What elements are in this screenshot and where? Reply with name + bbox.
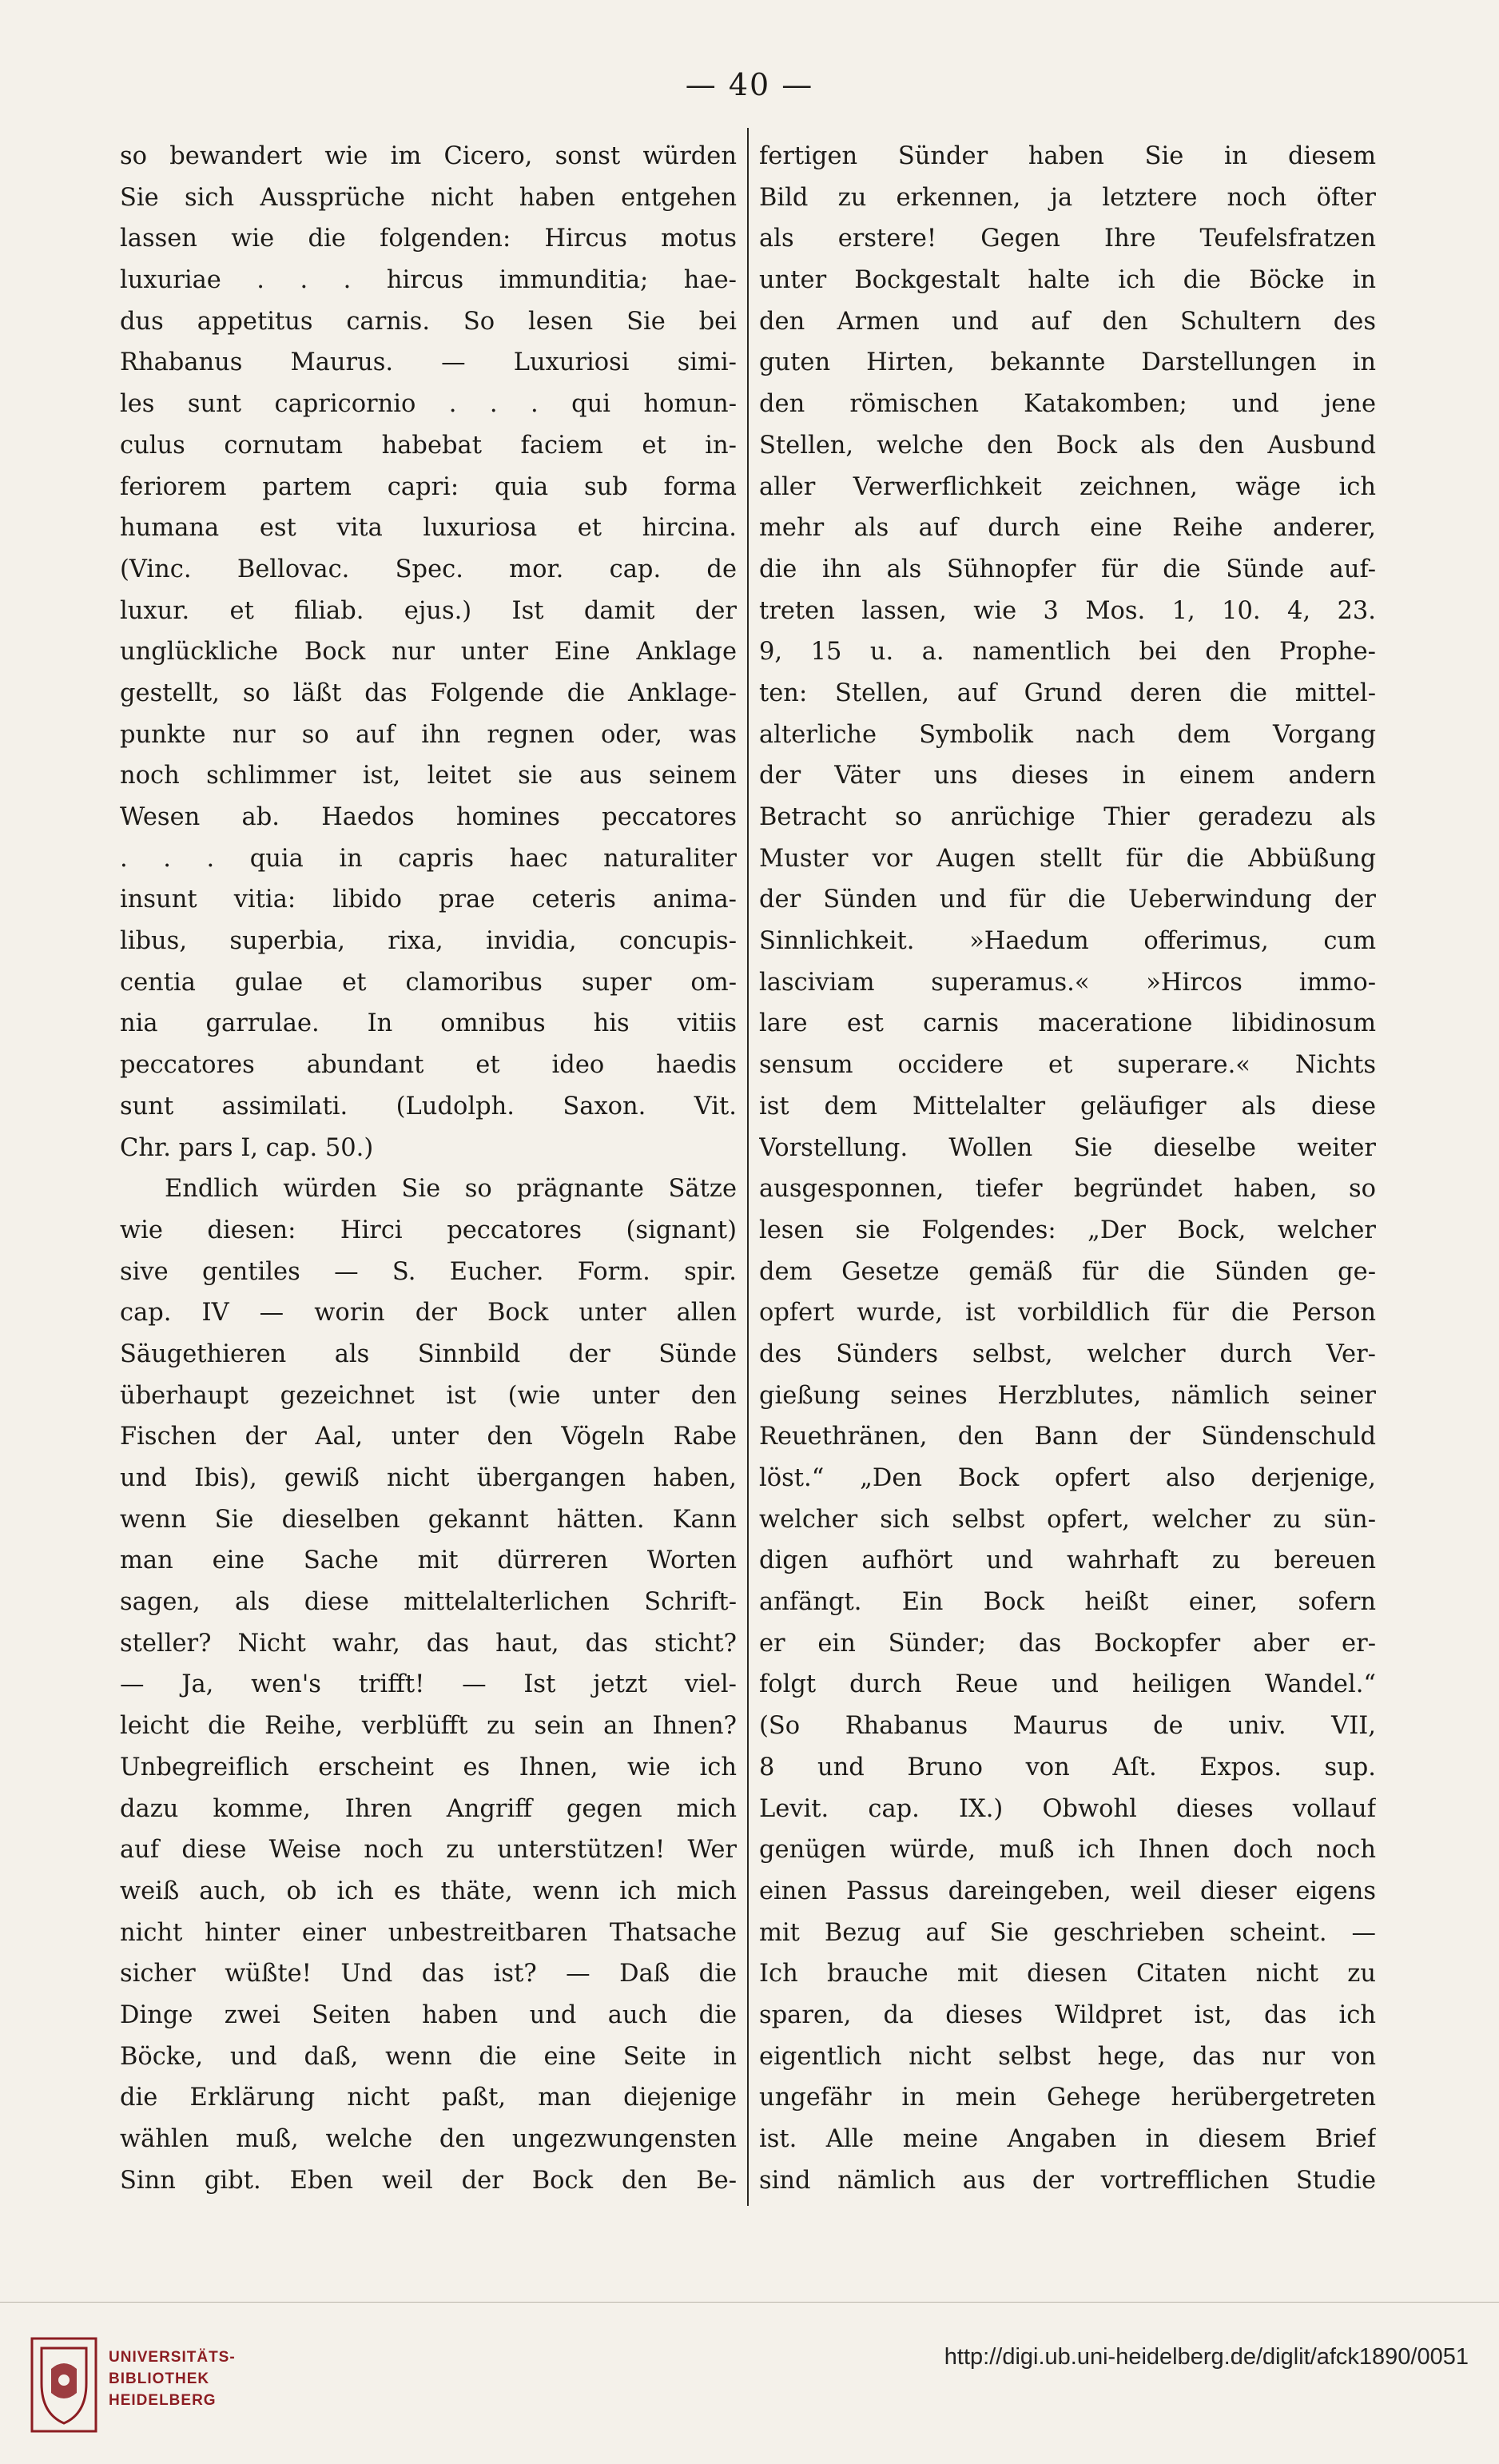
text-line: die Erklärung nicht paßt, man diejenige	[120, 2084, 737, 2112]
text-line: alterliche Symbolik nach dem Vorgang	[759, 720, 1376, 749]
text-line: ist dem Mittelalter geläufiger als diese	[759, 1092, 1376, 1121]
text-line: feriorem partem capri: quia sub forma	[120, 472, 737, 501]
text-line: eigentlich nicht selbst hege, das nur von	[759, 2042, 1376, 2071]
text-line: lassen wie die folgenden: Hircus motus	[120, 225, 737, 253]
text-line: luxuriae . . . hircus immunditia; hae-	[120, 266, 737, 295]
text-line: centia gulae et clamoribus super om-	[120, 968, 737, 997]
text-line: die ihn als Sühnopfer für die Sünde auf-	[759, 555, 1376, 583]
text-line: der Väter uns dieses in einem andern	[759, 762, 1376, 790]
text-line: genügen würde, muß ich Ihnen doch noch	[759, 1836, 1376, 1865]
text-line: Endlich würden Sie so prägnante Sätze	[165, 1175, 737, 1204]
text-line: Dinge zwei Seiten haben und auch die	[120, 2000, 737, 2029]
text-line: folgt durch Reue und heiligen Wandel.“	[759, 1670, 1376, 1699]
text-line: Rhabanus Maurus. — Luxuriosi simi-	[120, 348, 737, 377]
text-line: (Vinc. Bellovac. Spec. mor. cap. de	[120, 555, 737, 583]
text-line: sive gentiles — S. Eucher. Form. spir.	[120, 1257, 737, 1286]
text-line	[120, 2201, 737, 2206]
text-line: humana est vita luxuriosa et hircina.	[120, 514, 737, 543]
right-text-column	[759, 136, 1376, 2206]
text-line: unglückliche Bock nur unter Eine Anklage	[120, 638, 737, 667]
text-line: 9, 15 u. a. namentlich bei den Prophe-	[759, 638, 1376, 667]
text-line: ausgesponnen, tiefer begründet haben, so	[759, 1175, 1376, 1204]
text-line: guten Hirten, bekannte Darstellungen in	[759, 348, 1376, 377]
text-line: gießung seines Herzblutes, nämlich seiner	[759, 1381, 1376, 1410]
text-line: Chr. pars I, cap. 50.)	[120, 1133, 374, 1162]
text-line: sensum occidere et superare.« Nichts	[759, 1051, 1376, 1080]
text-line: Fischen der Aal, unter den Vögeln Rabe	[120, 1423, 737, 1451]
text-line: (So Rhabanus Maurus de univ. VII,	[759, 1712, 1376, 1741]
text-line: 8 und Bruno von Aſt. Expos. sup.	[759, 1753, 1376, 1781]
library-logo	[30, 2337, 366, 2433]
source-url-link[interactable]: http://digi.ub.uni-heidelberg.de/diglit/afck1890/0051	[944, 2344, 1469, 2370]
text-line: punkte nur so auf ihn regnen oder, was	[120, 720, 737, 749]
text-line: leicht die Reihe, verblüfft zu sein an Ihnen?	[120, 1712, 737, 1741]
text-line: libus, superbia, rixa, invidia, concupis-	[120, 927, 737, 956]
text-line: Wesen ab. Haedos homines peccatores	[120, 803, 737, 831]
logo-line: UNIVERSITÄTS-	[109, 2349, 236, 2366]
text-line: auf diese Weise noch zu unterstützen! Wer	[120, 1836, 737, 1865]
text-line: Stellen, welche den Bock als den Ausbund	[759, 431, 1376, 460]
seal-icon	[30, 2337, 97, 2433]
text-line: lasciviam superamus.« »Hircos immo-	[759, 968, 1376, 997]
text-line: treten lassen, wie 3 Mos. 1, 10. 4, 23.	[759, 596, 1376, 625]
text-line: sparen, da dieses Wildpret ist, das ich	[759, 2000, 1376, 2029]
text-line: Bild zu erkennen, ja letztere noch öfter	[759, 183, 1376, 212]
text-line: so bewandert wie im Cicero, sonst würden	[120, 142, 737, 170]
text-line: cap. IV — worin der Bock unter allen	[120, 1299, 737, 1328]
text-line: nicht hinter einer unbestreitbaren Thatsache	[120, 1918, 737, 1947]
text-line: Unbegreiflich erscheint es Ihnen, wie ich	[120, 1753, 737, 1781]
text-line: Reuethränen, den Bann der Sündenschuld	[759, 1423, 1376, 1451]
page-number: — 40 —	[685, 67, 814, 102]
text-line: den Armen und auf den Schultern des	[759, 307, 1376, 336]
text-line	[759, 2201, 1376, 2206]
text-line: . . . quia in capris haec naturaliter	[120, 844, 737, 873]
text-line: nia garrulae. In omnibus his vitiis	[120, 1009, 737, 1038]
logo-text	[109, 2347, 236, 2411]
text-line: ist. Alle meine Angaben in diesem Brief	[759, 2125, 1376, 2153]
text-line: mit Bezug auf Sie geschrieben scheint. —	[759, 1918, 1376, 1947]
text-line: löst.“ „Den Bock opfert also derjenige,	[759, 1464, 1376, 1492]
text-line: und Ibis), gewiß nicht übergangen haben,	[120, 1464, 737, 1492]
text-line: Betracht so anrüchige Thier geradezu als	[759, 803, 1376, 831]
text-line: anfängt. Ein Bock heißt einer, sofern	[759, 1588, 1376, 1617]
text-line: digen aufhört und wahrhaft zu bereuen	[759, 1546, 1376, 1575]
text-line: sicher wüßte! Und das ist? — Daß die	[120, 1960, 737, 1988]
text-line: Levit. cap. IX.) Obwohl dieses vollauf	[759, 1794, 1376, 1823]
text-line: aller Verwerflichkeit zeichnen, wäge ich	[759, 472, 1376, 501]
text-line: lesen sie Folgendes: „Der Bock, welcher	[759, 1216, 1376, 1244]
text-line: sunt assimilati. (Ludolph. Saxon. Vit.	[120, 1092, 737, 1121]
text-line: fertigen Sünder haben Sie in diesem	[759, 142, 1376, 170]
text-line: wählen muß, welche den ungezwungensten	[120, 2125, 737, 2153]
text-line: lare est carnis maceratione libidinosum	[759, 1009, 1376, 1038]
text-line: der Sünden und für die Ueberwindung der	[759, 886, 1376, 914]
text-line: Sie sich Aussprüche nicht haben entgehen	[120, 183, 737, 212]
text-line: welcher sich selbst opfert, welcher zu sün-	[759, 1505, 1376, 1534]
text-line: les sunt capricornio . . . qui homun-	[120, 390, 737, 419]
text-line: unter Bockgestalt halte ich die Böcke in	[759, 266, 1376, 295]
text-line: als erstere! Gegen Ihre Teufelsfratzen	[759, 225, 1376, 253]
text-line: überhaupt gezeichnet ist (wie unter den	[120, 1381, 737, 1410]
text-line: Böcke, und daß, wenn die eine Seite in	[120, 2042, 737, 2071]
text-line: des Sünders selbst, welcher durch Ver-	[759, 1339, 1376, 1368]
text-line: dem Gesetze gemäß für die Sünden ge-	[759, 1257, 1376, 1286]
text-line: Säugethieren als Sinnbild der Sünde	[120, 1339, 737, 1368]
text-line: Sinn gibt. Eben weil der Bock den Be-	[120, 2166, 737, 2195]
text-line: er ein Sünder; das Bockopfer aber er-	[759, 1629, 1376, 1658]
text-line: insunt vitia: libido prae ceteris anima-	[120, 886, 737, 914]
text-line: den römischen Katakomben; und jene	[759, 390, 1376, 419]
text-line: man eine Sache mit dürreren Worten	[120, 1546, 737, 1575]
text-line: dazu komme, Ihren Angriff gegen mich	[120, 1794, 737, 1823]
footer-divider	[0, 2302, 1499, 2303]
text-line: wie diesen: Hirci peccatores (signant)	[120, 1216, 737, 1244]
text-line: ungefähr in mein Gehege herübergetreten	[759, 2084, 1376, 2112]
text-line: mehr als auf durch eine Reihe anderer,	[759, 514, 1376, 543]
text-line: — Ja, wen's trifft! — Ist jetzt viel-	[120, 1670, 737, 1699]
text-line: steller? Nicht wahr, das haut, das sticht?	[120, 1629, 737, 1658]
text-line: dus appetitus carnis. So lesen Sie bei	[120, 307, 737, 336]
text-line: Vorstellung. Wollen Sie dieselbe weiter	[759, 1133, 1376, 1162]
text-line: gestellt, so läßt das Folgende die Anklage-	[120, 679, 737, 707]
logo-line: HEIDELBERG	[109, 2392, 217, 2409]
text-line: peccatores abundant et ideo haedis	[120, 1051, 737, 1080]
text-line: culus cornutam habebat faciem et in-	[120, 431, 737, 460]
left-text-column	[120, 136, 737, 2206]
text-line: einen Passus dareingeben, weil dieser eigens	[759, 1877, 1376, 1905]
text-line: Sinnlichkeit. »Haedum offerimus, cum	[759, 927, 1376, 956]
text-line: sind nämlich aus der vortrefflichen Studie	[759, 2166, 1376, 2195]
text-line: sagen, als diese mittelalterlichen Schrift-	[120, 1588, 737, 1617]
text-line: noch schlimmer ist, leitet sie aus seinem	[120, 762, 737, 790]
text-line: wenn Sie dieselben gekannt hätten. Kann	[120, 1505, 737, 1534]
text-line: luxur. et filiab. ejus.) Ist damit der	[120, 596, 737, 625]
text-line: weiß auch, ob ich es thäte, wenn ich mich	[120, 1877, 737, 1905]
text-line: Ich brauche mit diesen Citaten nicht zu	[759, 1960, 1376, 1988]
column-divider	[747, 128, 749, 2206]
text-line: ten: Stellen, auf Grund deren die mittel-	[759, 679, 1376, 707]
text-line: Muster vor Augen stellt für die Abbüßung	[759, 844, 1376, 873]
text-line: opfert wurde, ist vorbildlich für die Person	[759, 1299, 1376, 1328]
logo-line: BIBLIOTHEK	[109, 2370, 210, 2387]
